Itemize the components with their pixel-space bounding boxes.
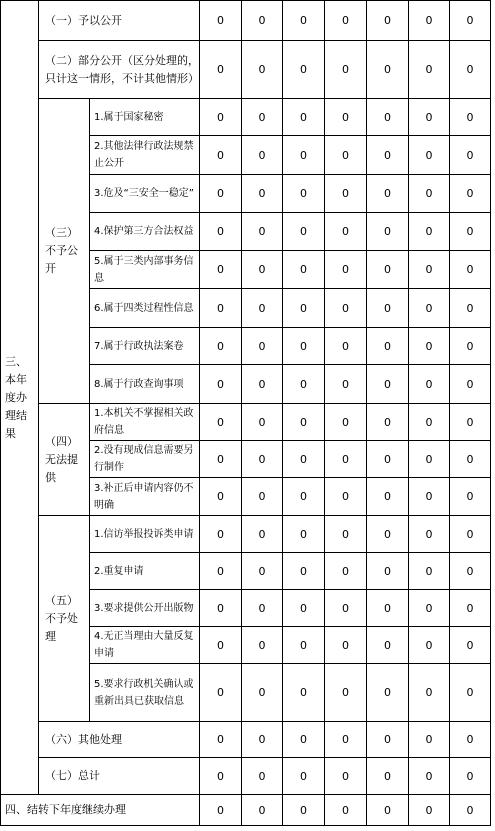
value-cell: 0 bbox=[325, 795, 367, 826]
value-cell: 0 bbox=[450, 627, 491, 664]
value-cell: 0 bbox=[283, 404, 325, 441]
value-cell: 0 bbox=[200, 213, 242, 251]
value-cell: 0 bbox=[200, 136, 242, 175]
value-cell: 0 bbox=[283, 553, 325, 590]
value-cell: 0 bbox=[367, 516, 409, 553]
value-cell: 0 bbox=[450, 1, 491, 41]
value-cell: 0 bbox=[367, 251, 409, 289]
value-cell: 0 bbox=[450, 758, 491, 795]
row-label-partial: （二）部分公开（区分处理的，只计这一情形，不计其他情形） bbox=[39, 41, 200, 99]
value-cell: 0 bbox=[367, 627, 409, 664]
value-cell: 0 bbox=[283, 99, 325, 136]
table-row bbox=[1, 722, 491, 758]
group-label-cannot-provide: （四） 无法提 供 bbox=[39, 404, 90, 516]
sub-row-label: 3.补正后申请内容仍不明确 bbox=[90, 478, 200, 516]
value-cell: 0 bbox=[325, 590, 367, 627]
value-cell: 0 bbox=[409, 175, 450, 213]
value-cell: 0 bbox=[450, 722, 491, 758]
value-cell: 0 bbox=[200, 441, 242, 478]
row-label-other: （六）其他处理 bbox=[39, 722, 200, 758]
value-cell: 0 bbox=[325, 251, 367, 289]
value-cell: 0 bbox=[409, 289, 450, 328]
value-cell: 0 bbox=[450, 516, 491, 553]
value-cell: 0 bbox=[367, 1, 409, 41]
value-cell: 0 bbox=[409, 478, 450, 516]
value-cell: 0 bbox=[409, 664, 450, 722]
value-cell: 0 bbox=[283, 516, 325, 553]
value-cell: 0 bbox=[367, 441, 409, 478]
sub-row-label: 5.属于三类内部事务信息 bbox=[90, 251, 200, 289]
value-cell: 0 bbox=[242, 328, 283, 365]
value-cell: 0 bbox=[200, 175, 242, 213]
value-cell: 0 bbox=[367, 289, 409, 328]
value-cell: 0 bbox=[325, 664, 367, 722]
value-cell: 0 bbox=[200, 328, 242, 365]
value-cell: 0 bbox=[450, 553, 491, 590]
value-cell: 0 bbox=[283, 41, 325, 99]
value-cell: 0 bbox=[367, 213, 409, 251]
value-cell: 0 bbox=[325, 516, 367, 553]
value-cell: 0 bbox=[325, 478, 367, 516]
value-cell: 0 bbox=[200, 289, 242, 328]
value-cell: 0 bbox=[242, 175, 283, 213]
value-cell: 0 bbox=[283, 136, 325, 175]
sub-row-label: 1.本机关不掌握相关政府信息 bbox=[90, 404, 200, 441]
group-label-not-disclosed: （三） 不予公 开 bbox=[39, 99, 90, 404]
value-cell: 0 bbox=[242, 478, 283, 516]
value-cell: 0 bbox=[409, 41, 450, 99]
value-cell: 0 bbox=[283, 213, 325, 251]
value-cell: 0 bbox=[367, 41, 409, 99]
sub-row-label: 4.无正当理由大量反复申请 bbox=[90, 627, 200, 664]
value-cell: 0 bbox=[242, 41, 283, 99]
table-row bbox=[1, 758, 491, 795]
sub-row-label: 6.属于四类过程性信息 bbox=[90, 289, 200, 328]
sub-row-label: 3.要求提供公开出版物 bbox=[90, 590, 200, 627]
value-cell: 0 bbox=[242, 795, 283, 826]
sub-row-label: 3.危及“三安全一稳定” bbox=[90, 175, 200, 213]
group-label-not-processed: （五） 不予处 理 bbox=[39, 516, 90, 722]
value-cell: 0 bbox=[450, 365, 491, 404]
value-cell: 0 bbox=[200, 664, 242, 722]
value-cell: 0 bbox=[409, 1, 450, 41]
value-cell: 0 bbox=[409, 516, 450, 553]
sub-row-label: 4.保护第三方合法权益 bbox=[90, 213, 200, 251]
table-body bbox=[1, 1, 491, 826]
value-cell: 0 bbox=[325, 289, 367, 328]
table-row bbox=[1, 41, 491, 99]
table-row bbox=[1, 795, 491, 826]
value-cell: 0 bbox=[367, 795, 409, 826]
value-cell: 0 bbox=[200, 365, 242, 404]
value-cell: 0 bbox=[242, 553, 283, 590]
value-cell: 0 bbox=[367, 664, 409, 722]
value-cell: 0 bbox=[450, 213, 491, 251]
value-cell: 0 bbox=[367, 328, 409, 365]
value-cell: 0 bbox=[200, 627, 242, 664]
value-cell: 0 bbox=[450, 99, 491, 136]
value-cell: 0 bbox=[242, 590, 283, 627]
value-cell: 0 bbox=[325, 175, 367, 213]
row-label-public: （一）予以公开 bbox=[39, 1, 200, 41]
value-cell: 0 bbox=[325, 1, 367, 41]
value-cell: 0 bbox=[242, 251, 283, 289]
value-cell: 0 bbox=[450, 136, 491, 175]
value-cell: 0 bbox=[200, 251, 242, 289]
value-cell: 0 bbox=[450, 175, 491, 213]
value-cell: 0 bbox=[325, 99, 367, 136]
value-cell: 0 bbox=[450, 795, 491, 826]
value-cell: 0 bbox=[283, 328, 325, 365]
value-cell: 0 bbox=[450, 328, 491, 365]
value-cell: 0 bbox=[450, 41, 491, 99]
table-row bbox=[1, 404, 491, 441]
value-cell: 0 bbox=[450, 664, 491, 722]
value-cell: 0 bbox=[367, 553, 409, 590]
value-cell: 0 bbox=[242, 722, 283, 758]
value-cell: 0 bbox=[200, 404, 242, 441]
value-cell: 0 bbox=[200, 478, 242, 516]
value-cell: 0 bbox=[242, 99, 283, 136]
value-cell: 0 bbox=[242, 758, 283, 795]
value-cell: 0 bbox=[325, 441, 367, 478]
value-cell: 0 bbox=[450, 441, 491, 478]
sub-row-label: 1.属于国家秘密 bbox=[90, 99, 200, 136]
value-cell: 0 bbox=[409, 758, 450, 795]
value-cell: 0 bbox=[283, 441, 325, 478]
value-cell: 0 bbox=[409, 627, 450, 664]
value-cell: 0 bbox=[325, 365, 367, 404]
value-cell: 0 bbox=[367, 590, 409, 627]
value-cell: 0 bbox=[409, 328, 450, 365]
value-cell: 0 bbox=[367, 722, 409, 758]
section-3-label: 三、 本年 度办 理结 果 bbox=[1, 1, 39, 795]
value-cell: 0 bbox=[283, 365, 325, 404]
value-cell: 0 bbox=[367, 478, 409, 516]
value-cell: 0 bbox=[283, 627, 325, 664]
table-row bbox=[1, 99, 491, 136]
value-cell: 0 bbox=[242, 516, 283, 553]
value-cell: 0 bbox=[283, 758, 325, 795]
value-cell: 0 bbox=[325, 553, 367, 590]
row-label-total: （七）总计 bbox=[39, 758, 200, 795]
value-cell: 0 bbox=[200, 553, 242, 590]
value-cell: 0 bbox=[325, 213, 367, 251]
value-cell: 0 bbox=[325, 136, 367, 175]
sub-row-label: 2.其他法律行政法规禁止公开 bbox=[90, 136, 200, 175]
value-cell: 0 bbox=[409, 404, 450, 441]
value-cell: 0 bbox=[325, 722, 367, 758]
value-cell: 0 bbox=[242, 136, 283, 175]
value-cell: 0 bbox=[325, 758, 367, 795]
value-cell: 0 bbox=[409, 365, 450, 404]
value-cell: 0 bbox=[283, 251, 325, 289]
value-cell: 0 bbox=[283, 722, 325, 758]
value-cell: 0 bbox=[409, 722, 450, 758]
value-cell: 0 bbox=[283, 795, 325, 826]
value-cell: 0 bbox=[242, 365, 283, 404]
value-cell: 0 bbox=[367, 99, 409, 136]
value-cell: 0 bbox=[200, 41, 242, 99]
value-cell: 0 bbox=[450, 590, 491, 627]
value-cell: 0 bbox=[242, 1, 283, 41]
value-cell: 0 bbox=[242, 213, 283, 251]
value-cell: 0 bbox=[283, 1, 325, 41]
value-cell: 0 bbox=[283, 175, 325, 213]
value-cell: 0 bbox=[325, 328, 367, 365]
value-cell: 0 bbox=[325, 627, 367, 664]
value-cell: 0 bbox=[283, 590, 325, 627]
value-cell: 0 bbox=[450, 289, 491, 328]
value-cell: 0 bbox=[367, 136, 409, 175]
value-cell: 0 bbox=[200, 590, 242, 627]
value-cell: 0 bbox=[409, 99, 450, 136]
value-cell: 0 bbox=[450, 478, 491, 516]
value-cell: 0 bbox=[200, 795, 242, 826]
value-cell: 0 bbox=[409, 251, 450, 289]
value-cell: 0 bbox=[325, 404, 367, 441]
value-cell: 0 bbox=[409, 441, 450, 478]
value-cell: 0 bbox=[409, 136, 450, 175]
value-cell: 0 bbox=[283, 289, 325, 328]
value-cell: 0 bbox=[325, 41, 367, 99]
sub-row-label: 8.属于行政查询事项 bbox=[90, 365, 200, 404]
value-cell: 0 bbox=[283, 664, 325, 722]
sub-row-label: 7.属于行政执法案卷 bbox=[90, 328, 200, 365]
value-cell: 0 bbox=[242, 404, 283, 441]
value-cell: 0 bbox=[200, 1, 242, 41]
sub-row-label: 2.没有现成信息需要另行制作 bbox=[90, 441, 200, 478]
value-cell: 0 bbox=[242, 441, 283, 478]
sub-row-label: 2.重复申请 bbox=[90, 553, 200, 590]
value-cell: 0 bbox=[200, 722, 242, 758]
section-4-label: 四、结转下年度继续办理 bbox=[1, 795, 200, 826]
value-cell: 0 bbox=[367, 175, 409, 213]
table-row bbox=[1, 1, 491, 41]
value-cell: 0 bbox=[409, 590, 450, 627]
value-cell: 0 bbox=[367, 404, 409, 441]
value-cell: 0 bbox=[242, 664, 283, 722]
value-cell: 0 bbox=[450, 404, 491, 441]
value-cell: 0 bbox=[242, 627, 283, 664]
value-cell: 0 bbox=[450, 251, 491, 289]
table-row bbox=[1, 516, 491, 553]
sub-row-label: 1.信访举报投诉类申请 bbox=[90, 516, 200, 553]
value-cell: 0 bbox=[367, 365, 409, 404]
value-cell: 0 bbox=[409, 795, 450, 826]
value-cell: 0 bbox=[367, 758, 409, 795]
sub-row-label: 5.要求行政机关确认或重新出具已获取信息 bbox=[90, 664, 200, 722]
value-cell: 0 bbox=[200, 758, 242, 795]
value-cell: 0 bbox=[200, 516, 242, 553]
value-cell: 0 bbox=[283, 478, 325, 516]
value-cell: 0 bbox=[242, 289, 283, 328]
value-cell: 0 bbox=[200, 99, 242, 136]
value-cell: 0 bbox=[409, 213, 450, 251]
value-cell: 0 bbox=[409, 553, 450, 590]
